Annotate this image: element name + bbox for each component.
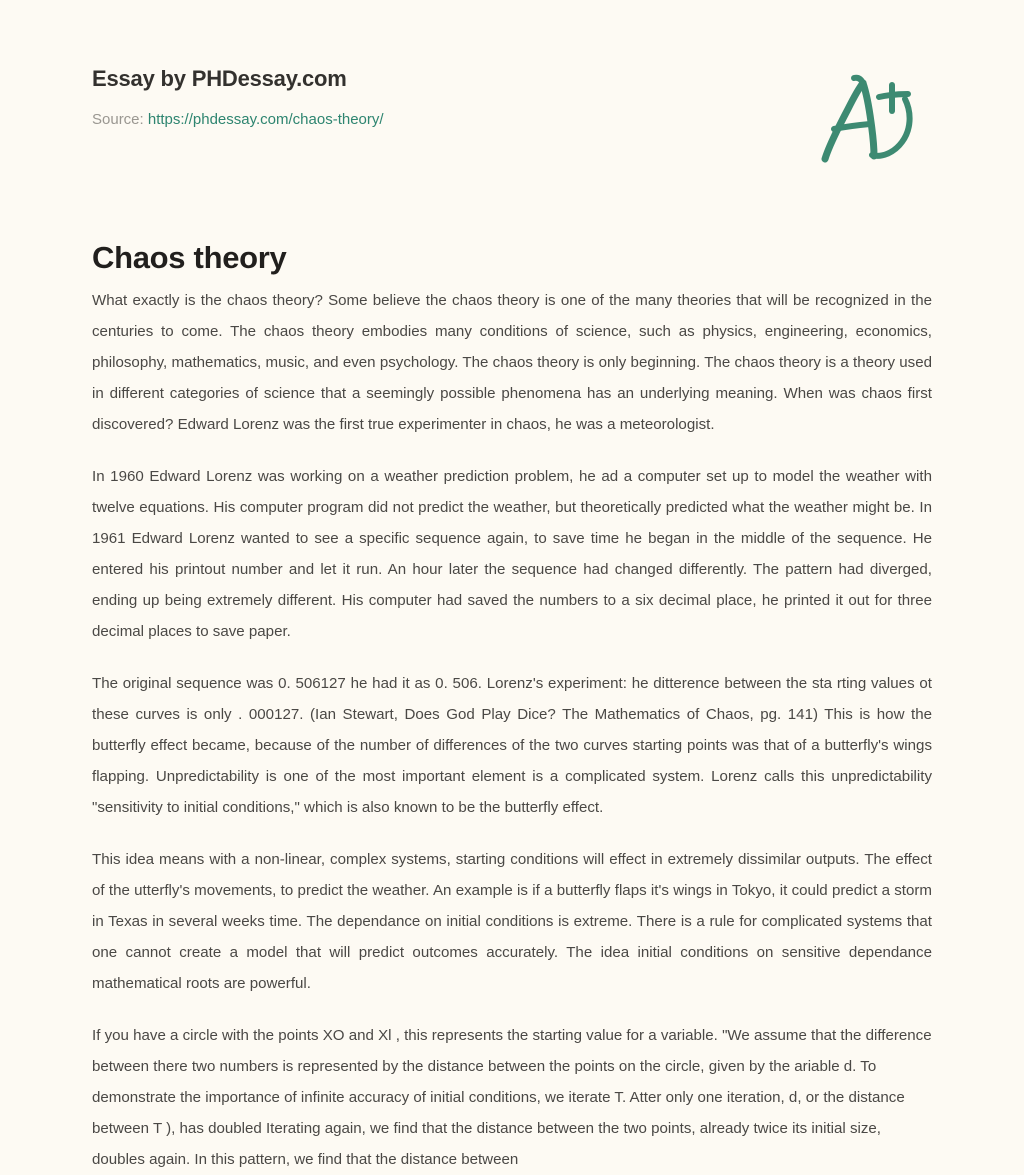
paragraph: If you have a circle with the points XO and Xl , this represents the starting value for a variable. "We assume that the difference between there two numbers is represented by the distance between the points on the circle, given by the ariable d. To demonstrate the importance of infinite accuracy of initial conditions, we iterate T. Atter only one iteration, d, or the distance between T ), has doubled Iterating again, we find that the distance between the two points, already twice its initial size, doubles again. In this pattern, we find that the distance between (92, 1027, 932, 1168)
brand-title: Essay by PHDessay.com (92, 66, 347, 91)
paragraph: The original sequence was 0. 506127 he had it as 0. 506. Lorenz's experiment: he ditterence between the sta rting values ot these curves is only . 000127. (Ian Stewart, Does God Play Dice? The Mathematics of Chaos, pg. 141) This is how the butterfly effect became, because of the number of differences of the two curves starting points was that of a butterfly's wings flapping. Unpredictability is one of the most important element is a complicated system. Lorenz calls this unpredictability "sensitivity to initial conditions," which is also known to be the butterfly effect. (92, 675, 932, 816)
paragraph: What exactly is the chaos theory? Some believe the chaos theory is one of the many theories that will be recognized in the centuries to come. The chaos theory embodies many conditions of science, such as physics, engineering, economics, philosophy, mathematics, music, and even psychology. The chaos theory is only beginning. The chaos theory is a theory used in different categories of science that a seemingly possible phenomena has an underlying meaning. When was chaos first discovered? Edward Lorenz was the first true experimenter in chaos, he was a meteorologist. (92, 292, 932, 433)
document-header (92, 66, 932, 130)
document-body (92, 285, 932, 1175)
a-plus-logo (812, 66, 922, 166)
page-title: Chaos theory (92, 239, 287, 275)
source-url-link[interactable]: https://phdessay.com/chaos-theory/ (147, 111, 384, 129)
source-line (92, 110, 932, 130)
source-label: Source: (92, 111, 144, 129)
paragraph: This idea means with a non-linear, complex systems, starting conditions will effect in extremely dissimilar outputs. The effect of the utterfly's movements, to predict the weather. An example is if a butterfly flaps it's wings in Tokyo, it could predict a storm in Texas in several weeks time. The dependance on initial conditions is extreme. There is a rule for complicated systems that one cannot create a model that will predict outcomes accurately. The idea initial conditions on sensitive dependance mathematical roots are powerful. (92, 851, 932, 992)
paragraph: In 1960 Edward Lorenz was working on a weather prediction problem, he ad a computer set up to model the weather with twelve equations. His computer program did not predict the weather, but theoretically predicted what the weather might be. In 1961 Edward Lorenz wanted to see a specific sequence again, to save time he began in the middle of the sequence. He entered his printout number and let it run. An hour later the sequence had changed differently. The pattern had diverged, ending up being extremely different. His computer had saved the numbers to a six decimal place, he printed it out for three decimal places to save paper. (92, 468, 932, 640)
